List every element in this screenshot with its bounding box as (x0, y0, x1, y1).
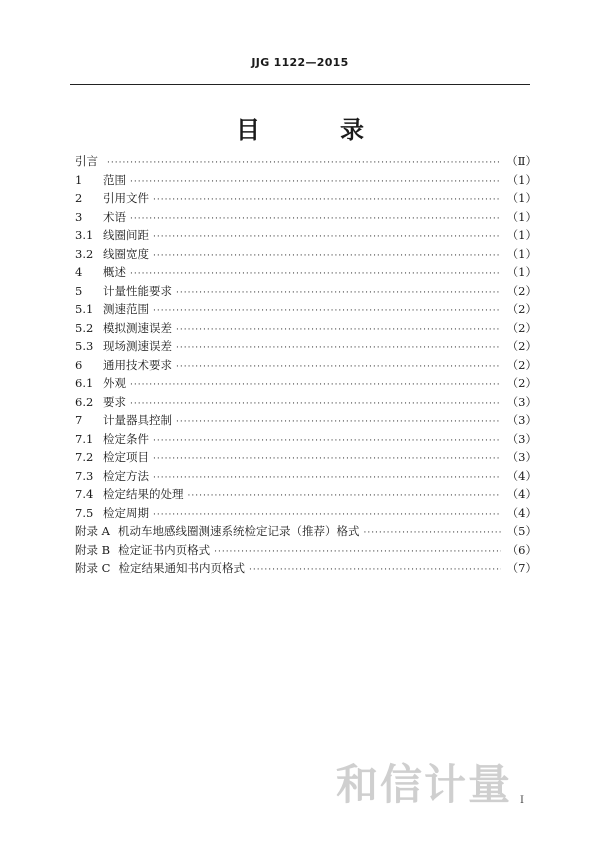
toc-leader-dots (176, 358, 501, 377)
toc-entry-label: 要求 (103, 394, 126, 409)
toc-entry-number: 5.3 (75, 339, 94, 353)
toc-entry[interactable] (75, 485, 537, 504)
toc-leader-dots (153, 228, 501, 247)
toc-entry-page: （2） (506, 302, 537, 316)
toc-entry-page: （3） (506, 413, 537, 427)
toc-entry-label: 范围 (103, 172, 126, 187)
toc-leader-dots (249, 561, 501, 580)
toc-entry[interactable] (75, 504, 537, 523)
toc-entry[interactable] (75, 356, 537, 375)
toc-entry[interactable] (75, 300, 537, 319)
toc-entry-page: （2） (506, 283, 537, 298)
toc-leader-dots (153, 302, 501, 321)
toc-leader-dots (176, 339, 501, 358)
toc-entry-number: 6.1 (75, 376, 94, 390)
toc-entry-label: 检定结果的处理 (103, 487, 184, 501)
toc-entry-label: 术语 (103, 209, 126, 224)
toc-entry-label: 检定方法 (103, 468, 149, 483)
document-code-header: JJG 1122—2015 (251, 56, 349, 69)
toc-entry-number: 4 (75, 265, 83, 279)
toc-entry-number: 附录 A (75, 524, 110, 538)
toc-entry[interactable] (75, 152, 537, 171)
toc-entry-number: 附录 C (75, 561, 111, 575)
toc-entry-page: （1） (506, 246, 537, 261)
toc-entry-label: 计量性能要求 (103, 283, 172, 298)
toc-leader-dots (130, 210, 501, 229)
toc-entry-label: 线圈宽度 (103, 246, 149, 261)
toc-entry-page: （3） (506, 450, 537, 464)
toc-entry-number: 引言 (75, 154, 98, 168)
toc-entry[interactable] (75, 430, 537, 449)
toc-entry-page: （1） (506, 209, 537, 224)
toc-leader-dots (153, 469, 501, 488)
toc-entry-number: 7.3 (75, 468, 94, 483)
toc-entry-page: （6） (506, 542, 537, 557)
toc-leader-dots (176, 413, 501, 432)
toc-entry-page: （1） (506, 191, 537, 205)
toc-leader-dots (153, 432, 501, 451)
toc-entry-number: 7 (75, 413, 83, 427)
toc-entry[interactable] (75, 282, 537, 301)
toc-entry[interactable] (75, 337, 537, 356)
toc-entry-page: （1） (506, 172, 537, 187)
toc-leader-dots (363, 524, 501, 543)
toc-entry-page: （2） (506, 320, 537, 335)
watermark-logo: 和信计量 (336, 760, 513, 809)
toc-entry-label: 计量器具控制 (103, 413, 172, 427)
toc-entry[interactable] (75, 226, 537, 245)
toc-entry[interactable] (75, 263, 537, 282)
toc-entry[interactable] (75, 467, 537, 486)
toc-entry-number: 5.1 (75, 302, 94, 316)
toc-entry-label: 线圈间距 (103, 228, 149, 242)
toc-entry-label: 机动车地感线圈测速系统检定记录（推荐）格式 (117, 524, 360, 538)
toc-entry-page: （4） (506, 505, 537, 520)
toc-entry-label: 外观 (103, 376, 126, 390)
toc-entry-number: 3.2 (75, 246, 94, 261)
toc-entry[interactable] (75, 189, 537, 208)
toc-leader-dots (153, 247, 501, 266)
toc-entry-page: （1） (506, 265, 537, 279)
toc-entry-label: 检定项目 (103, 450, 149, 464)
toc-leader-dots (188, 487, 502, 506)
toc-entry-number: 1 (75, 172, 83, 187)
page-number: I (520, 795, 524, 806)
toc-entry-label: 检定结果通知书内页格式 (118, 561, 245, 575)
toc-entry[interactable] (75, 559, 537, 578)
toc-entry[interactable] (75, 411, 537, 430)
toc-entry[interactable] (75, 448, 537, 467)
toc-leader-dots (107, 154, 501, 173)
toc-entry-number: 7.2 (75, 450, 94, 464)
toc-entry-page: （2） (506, 376, 537, 390)
toc-leader-dots (130, 265, 501, 284)
toc-entry-page: （3） (506, 394, 537, 409)
toc-entry-number: 附录 B (75, 542, 111, 557)
toc-leader-dots (130, 376, 501, 395)
toc-entry-number: 6.2 (75, 394, 94, 409)
toc-entry-number: 3 (75, 209, 83, 224)
toc-leader-dots (176, 284, 501, 303)
toc-entry-label: 现场测速误差 (103, 339, 172, 353)
toc-entry-label: 概述 (103, 265, 126, 279)
toc-entry-number: 5 (75, 283, 83, 298)
toc-entry-label: 检定条件 (103, 431, 149, 446)
toc-entry[interactable] (75, 393, 537, 412)
toc-entry[interactable] (75, 541, 537, 560)
toc-entry[interactable] (75, 522, 537, 541)
toc-entry-page: （7） (506, 561, 537, 575)
toc-entry[interactable] (75, 208, 537, 227)
toc-entry-number: 7.5 (75, 505, 94, 520)
toc-leader-dots (214, 543, 501, 562)
toc-entry-label: 检定周期 (103, 505, 149, 520)
toc-leader-dots (153, 450, 501, 469)
toc-leader-dots (130, 395, 501, 414)
header-rule (70, 84, 530, 85)
toc-entry-number: 3.1 (75, 228, 94, 242)
toc-entry[interactable] (75, 245, 537, 264)
toc-entry[interactable] (75, 374, 537, 393)
toc-entry-number: 5.2 (75, 320, 94, 335)
toc-entry-number: 6 (75, 357, 83, 372)
toc-entry-number: 7.1 (75, 431, 94, 446)
toc-entry-page: （2） (506, 339, 537, 353)
toc-entry-label: 模拟测速误差 (103, 320, 172, 335)
toc-entry[interactable] (75, 171, 537, 190)
toc-entry-page: （2） (506, 357, 537, 372)
page-title: 目 录 (236, 116, 392, 144)
toc-leader-dots (153, 191, 501, 210)
toc-entry-page: （1） (506, 228, 537, 242)
toc-entry-page: （Ⅱ） (506, 154, 537, 168)
toc-entry-number: 2 (75, 191, 83, 205)
toc-entry-label: 检定证书内页格式 (118, 542, 211, 557)
toc-entry-label: 引用文件 (103, 191, 149, 205)
toc-entry-number: 7.4 (75, 487, 94, 501)
toc-entry-page: （5） (506, 524, 537, 538)
toc-entry[interactable] (75, 319, 537, 338)
toc-leader-dots (176, 321, 501, 340)
toc-leader-dots (130, 173, 501, 192)
toc-entry-page: （4） (506, 468, 537, 483)
table-of-contents (75, 152, 537, 578)
toc-entry-label: 测速范围 (103, 302, 149, 316)
toc-entry-label: 通用技术要求 (103, 357, 172, 372)
toc-entry-page: （3） (506, 431, 537, 446)
toc-entry-page: （4） (506, 487, 537, 501)
